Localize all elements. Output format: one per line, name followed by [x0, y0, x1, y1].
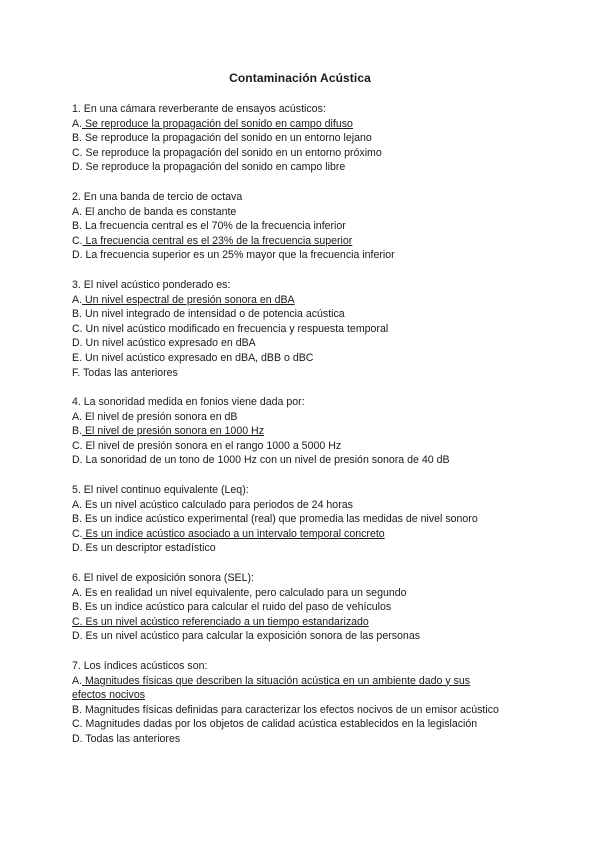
option-prefix: B.	[72, 220, 83, 233]
question-2	[72, 190, 532, 263]
option-text: Es un indice acústico para calcular el ruido del paso de vehículos	[82, 601, 392, 614]
question-stem: 4. La sonoridad medida en fonios viene dada por:	[72, 396, 305, 408]
option-text: El nivel de presión sonora en dB	[82, 410, 238, 423]
question-stem: 7. Los índices acústicos son:	[72, 660, 208, 672]
option-c	[72, 146, 532, 161]
option-d	[72, 336, 532, 351]
option-a	[72, 498, 532, 513]
option-prefix: C.	[72, 146, 83, 159]
option-prefix: E.	[72, 351, 83, 364]
question-3	[72, 278, 532, 380]
option-a	[72, 410, 532, 425]
option-text: Es un nivel acústico calculado para periodos de 24 horas	[82, 498, 353, 511]
option-b	[72, 131, 532, 146]
option-d	[72, 160, 532, 175]
option-text: La frecuencia superior es un 25% mayor que la frecuencia inferior	[82, 249, 395, 262]
option-prefix: B.	[72, 132, 83, 145]
option-prefix: C.	[72, 527, 83, 540]
option-prefix: A.	[72, 674, 83, 687]
option-prefix: A.	[72, 293, 83, 306]
option-text-correct: Un nivel espectral de presión sonora en dBA	[82, 293, 295, 306]
option-prefix: B.	[72, 703, 83, 716]
option-text-correct: Es un nivel acústico referenciado a un tiempo estandarizado	[82, 615, 369, 628]
option-prefix: B.	[72, 513, 83, 526]
option-d	[72, 541, 532, 556]
option-e	[72, 351, 532, 366]
option-text: Se reproduce la propagación del sonido en un entorno próximo	[82, 146, 382, 159]
question-stem: 6. El nivel de exposición sonora (SEL):	[72, 572, 254, 584]
option-b	[72, 307, 532, 322]
option-c	[72, 234, 532, 249]
option-text: El ancho de banda es constante	[82, 205, 237, 218]
option-c	[72, 615, 532, 630]
option-text: La sonoridad de un tono de 1000 Hz con un nivel de presión sonora de 40 dB	[82, 454, 450, 467]
option-f	[72, 366, 532, 381]
question-7	[72, 659, 532, 747]
option-d	[72, 453, 532, 468]
option-prefix: B.	[72, 601, 83, 614]
option-a	[72, 293, 532, 308]
option-prefix: C.	[72, 615, 83, 628]
option-text-correct: Se reproduce la propagación del sonido en campo difuso	[82, 117, 353, 130]
question-6	[72, 571, 532, 644]
question-4	[72, 395, 532, 468]
option-prefix: D.	[72, 542, 83, 555]
option-text-correct: Magnitudes físicas que describen la situación acústica en un ambiente dado y sus efectos nocivos	[72, 674, 471, 702]
option-text: La frecuencia central es el 70% de la frecuencia inferior	[82, 220, 346, 233]
option-text: Un nivel acústico modificado en frecuencia y respuesta temporal	[82, 322, 389, 335]
option-text: Un nivel acústico expresado en dBA, dBB o dBC	[82, 351, 314, 364]
option-prefix: D.	[72, 337, 83, 350]
option-text: Es un nivel acústico para calcular la exposición sonora de las personas	[82, 630, 421, 643]
option-text: Magnitudes físicas definidas para caracterizar los efectos nocivos de un emisor acústico	[82, 703, 499, 716]
question-stem: 2. En una banda de tercio de octava	[72, 191, 243, 203]
option-prefix: C.	[72, 718, 83, 731]
option-prefix: B.	[72, 308, 83, 321]
option-a	[72, 674, 502, 703]
option-prefix: D.	[72, 249, 83, 262]
option-c	[72, 527, 532, 542]
option-prefix: A.	[72, 410, 83, 423]
option-d	[72, 629, 532, 644]
option-a	[72, 586, 532, 601]
document-title: Contaminación Acústica	[229, 71, 371, 85]
option-prefix: D.	[72, 732, 83, 745]
option-b	[72, 600, 532, 615]
option-prefix: A.	[72, 586, 83, 599]
option-text-correct: El nivel de presión sonora en 1000 Hz	[82, 425, 264, 438]
option-prefix: C.	[72, 234, 83, 247]
question-stem: 5. El nivel continuo equivalente (Leq):	[72, 484, 249, 496]
option-c	[72, 439, 532, 454]
option-prefix: B.	[72, 425, 83, 438]
option-c	[72, 322, 532, 337]
option-prefix: A.	[72, 117, 83, 130]
option-text: Todas las anteriores	[82, 732, 181, 745]
option-text: Se reproduce la propagación del sonido en campo libre	[82, 161, 346, 174]
option-b	[72, 703, 532, 718]
option-text: Es un descriptor estadístico	[82, 542, 216, 555]
option-b	[72, 219, 532, 234]
option-text-correct: La frecuencia central es el 23% de la frecuencia superior	[82, 234, 353, 247]
option-prefix: D.	[72, 454, 83, 467]
question-5	[72, 483, 532, 556]
option-text: Todas las anteriores	[80, 366, 178, 379]
question-stem: 3. El nivel acústico ponderado es:	[72, 279, 231, 291]
option-text-correct: Es un indice acústico asociado a un intervalo temporal concreto	[82, 527, 385, 540]
option-text: Se reproduce la propagación del sonido en un entorno lejano	[82, 132, 372, 145]
option-d	[72, 248, 532, 263]
option-prefix: D.	[72, 161, 83, 174]
option-prefix: C.	[72, 439, 83, 452]
question-1	[72, 102, 532, 175]
question-stem: 1. En una cámara reverberante de ensayos acústicos:	[72, 103, 326, 115]
option-c	[72, 717, 532, 732]
option-b	[72, 512, 532, 527]
option-b	[72, 424, 532, 439]
option-d	[72, 732, 532, 747]
option-prefix: A.	[72, 205, 83, 218]
option-text: Es en realidad un nivel equivalente, pero calculado para un segundo	[82, 586, 407, 599]
option-a	[72, 117, 532, 132]
option-prefix: F.	[72, 366, 81, 379]
option-text: Un nivel acústico expresado en dBA	[82, 337, 256, 350]
option-prefix: A.	[72, 498, 83, 511]
option-prefix: C.	[72, 322, 83, 335]
option-text: Un nivel integrado de intensidad o de potencia acústica	[82, 308, 345, 321]
option-text: Magnitudes dadas por los objetos de calidad acústica establecidos en la legislación	[82, 718, 478, 731]
option-a	[72, 205, 532, 220]
option-text: El nivel de presión sonora en el rango 1000 a 5000 Hz	[82, 439, 342, 452]
option-prefix: D.	[72, 630, 83, 643]
option-text: Es un indice acústico experimental (real) que promedia las medidas de nivel sonoro	[82, 513, 478, 526]
